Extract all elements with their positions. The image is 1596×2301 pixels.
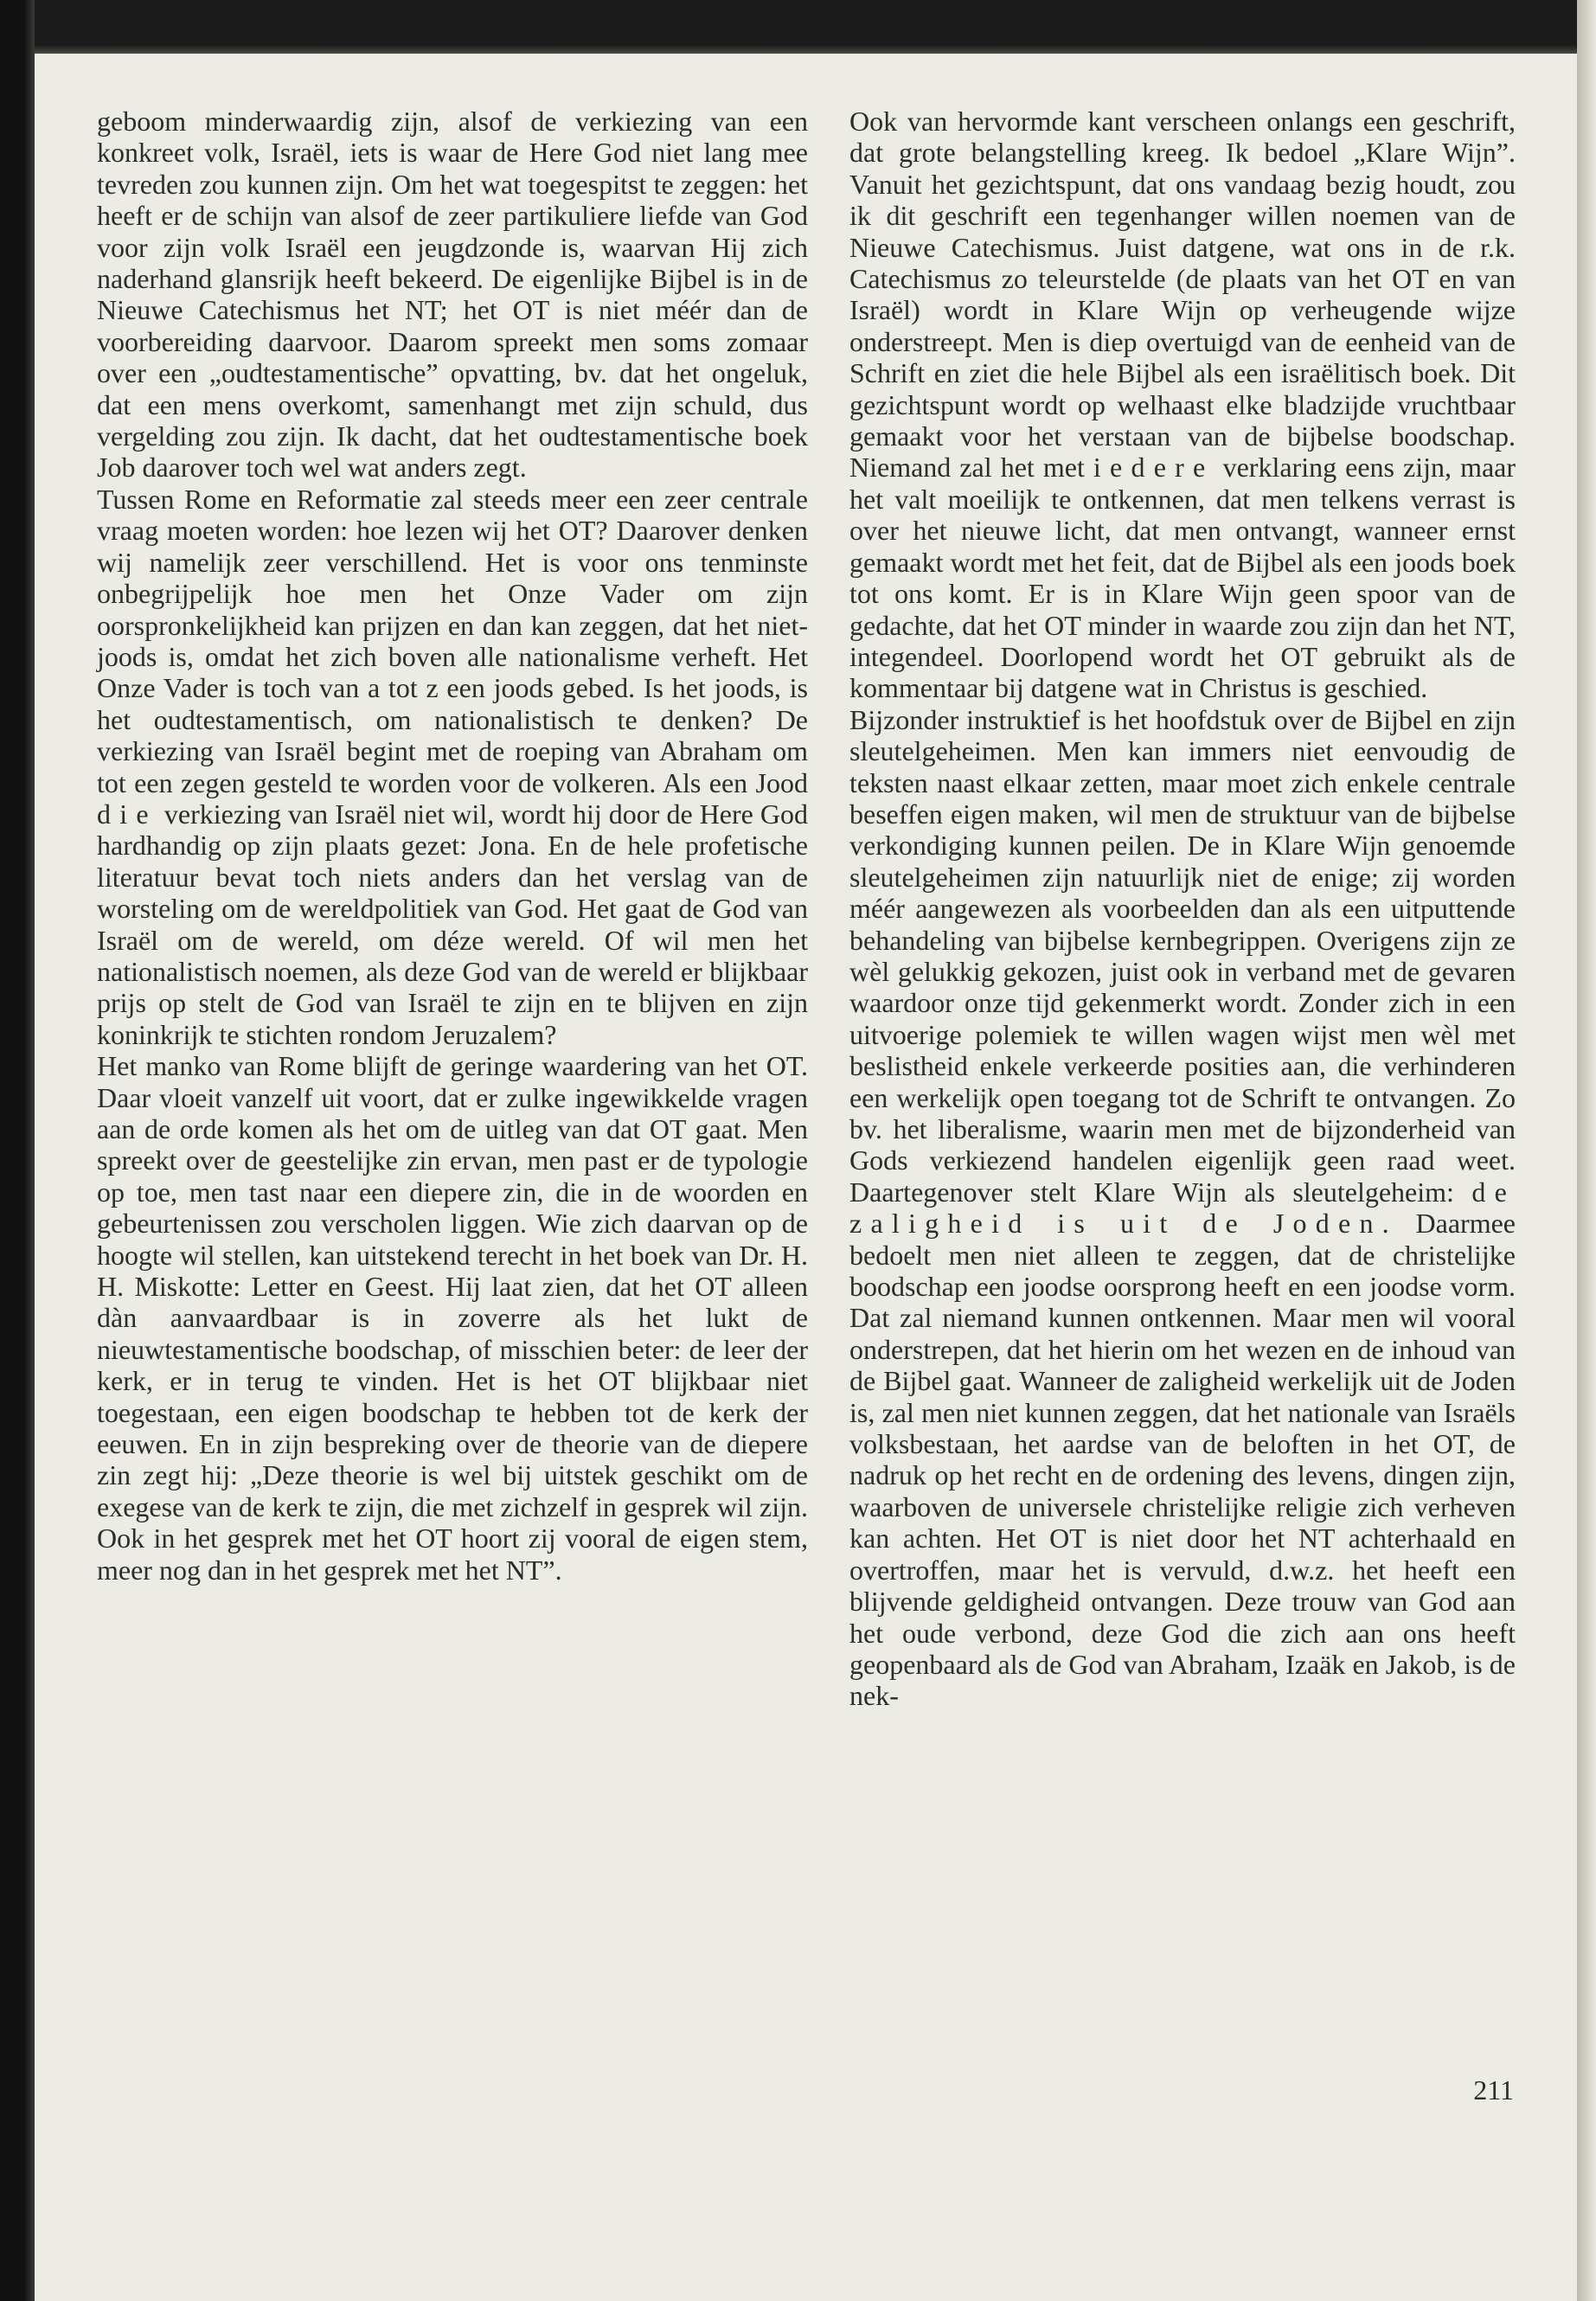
paragraph [849,704,1516,1712]
text-run: Het manko van Rome blijft de geringe waardering van het OT. Daar vloeit vanzelf uit voort, dat er zulke ingewikkelde vragen aan de orde komen als het om de uitleg van dat OT gaat. Men spreekt over de geestelijke zin ervan, men past er de typologie op toe, men tast naar een diepere zin, die in de woorden en gebeurtenissen zou verscholen liggen. Wie zich daarvan op de hoogte wil stellen, kan uitstekend terecht in het boek van Dr. H. H. Miskotte: Letter en Geest. Hij laat zien, dat het OT alleen dàn aanvaardbaar is in zoverre als het lukt de nieuwtestamentische boodschap, of misschien beter: de leer der kerk, er in terug te vinden. Het is het OT blijkbaar niet toegestaan, een eigen boodschap te hebben tot de kerk der eeuwen. En in zijn bespreking over de theorie van de diepere zin zegt hij: „Deze theorie is wel bij uitstek geschikt om de exegese van de kerk te zijn, die met zichzelf in gesprek wil zijn. Ook in het gesprek met het OT hoort zij vooral de eigen stem, meer nog dan in het gesprek met het NT”. [97,1050,808,1586]
text-run: Daarmee bedoelt men niet alleen te zeggen, dat de christelijke boodschap een joodse oorsprong heeft en een joodse vorm. Dat zal niemand kunnen ontkennen. Maar men wil vooral onderstrepen, dat het hierin om het wezen en de inhoud van de Bijbel gaat. Wanneer de zaligheid werkelijk uit de Joden is, zal men niet kunnen zeggen, dat het nationale van Israëls volksbestaan, het aardse van de beloften in het OT, de nadruk op het recht en de ordening des levens, dingen zijn, waarboven de universele christelijke religie zich verheven kan achten. Het OT is niet door het NT achterhaald en overtroffen, maar het is vervuld, d.w.z. het heeft een blijvende geldigheid ontvangen. Deze trouw van God aan het oude verbond, deze God die zich aan ons heeft geopenbaard als de God van Abraham, Izaäk en Jakob, is de nek- [849,1208,1516,1712]
text-run: geboom minderwaardig zijn, alsof de verkiezing van een konkreet volk, Israël, iets is waar de Here God niet lang mee tevreden zou kunnen zijn. Om het wat toegespitst te zeggen: het heeft er de schijn van alsof de zeer partikuliere liefde van God voor zijn volk Israël een jeugdzonde is, waarvan Hij zich naderhand glansrijk heeft bekeerd. De eigenlijke Bijbel is in de Nieuwe Catechismus het NT; het OT is niet méér dan de voorbereiding daarvoor. Daarom spreekt men soms zomaar over een „oudtestamentische” opvatting, bv. dat het ongeluk, dat een mens overkomt, samenhangt met zijn schuld, dus vergelding zou zijn. Ik dacht, dat het oudtestamentische boek Job daarover toch wel wat anders zegt. [97,106,808,484]
spaced-emphasis: de zaligheid is uit de Joden. [849,1176,1516,1240]
text-run: verkiezing van Israël niet wil, wordt hij door de Here God hardhandig op zijn plaats gezet: Jona. En de hele profetische literatuur bevat toch niets anders dan het verslag van de worsteling om de wereldpolitiek van God. Het gaat de God van Israël om de wereld, om déze wereld. Of wil men het nationalistisch noemen, als deze God van de wereld er blijkbaar prijs op stelt de God van Israël te zijn en te blijven en zijn koninkrijk te stichten rondom Jeruzalem? [97,798,809,1050]
document-page [35,54,1577,2301]
spaced-emphasis: iedere [1093,452,1215,484]
scan-border-right [1577,0,1596,2301]
paragraph [97,484,808,1050]
spaced-emphasis: die [97,798,157,830]
text-run: Ook van hervormde kant verscheen onlangs een geschrift, dat grote belangstelling kreeg. Ik bedoel „Klare Wijn”. Vanuit het gezichtspunt, dat ons vandaag bezig houdt, zou ik dit geschrift een tegenhanger willen noemen van de Nieuwe Catechismus. Juist datgene, wat ons in de r.k. Catechismus zo teleurstelde (de plaats van het OT en van Israël) wordt in Klare Wijn op verheugende wijze onderstreept. Men is diep overtuigd van de eenheid van de Schrift en ziet die hele Bijbel als een israëlitisch boek. Dit gezichtspunt wordt op welhaast elke bladzijde vruchtbaar gemaakt voor het verstaan van de bijbelse boodschap. Niemand zal het met [849,106,1516,484]
paragraph [97,1050,808,1586]
left-column [97,106,808,1586]
text-run: verklaring eens zijn, maar het valt moeilijk te ontkennen, dat men telkens verrast is over het nieuwe licht, dat men ontvangt, wanneer ernst gemaakt wordt met het feit, dat de Bijbel als een joods boek tot ons komt. Er is in Klare Wijn geen spoor van de gedachte, dat het OT minder in waarde zou zijn dan het NT, integendeel. Doorlopend wordt het OT gebruikt als de kommentaar bij datgene wat in Christus is geschied. [849,452,1516,704]
text-run: Tussen Rome en Reformatie zal steeds meer een zeer centrale vraag moeten worden: hoe lezen wij het OT? Daarover denken wij namelijk zeer verschillend. Het is voor ons tenminste onbegrijpelijk hoe men het Onze Vader om zijn oorspronkelijkheid kan prijzen en dan kan zeggen, dat het niet-joods is, omdat het zich boven alle nationalisme verheft. Het Onze Vader is toch van a tot z een joods gebed. Is het joods, is het oudtestamentisch, om nationalistisch te denken? De verkiezing van Israël begint met de roeping van Abraham om tot een zegen gesteld te worden voor de volkeren. Als een Jood [97,483,808,798]
right-column [849,106,1516,1712]
paragraph [849,106,1516,704]
scan-border-top [0,0,1596,54]
text-run: Bijzonder instruktief is het hoofdstuk over de Bijbel en zijn sleutelgeheimen. Men kan immers niet eenvoudig de teksten naast elkaar zetten, maar moet zich enkele centrale beseffen eigen maken, wil men de struktuur van de bijbelse verkondiging kunnen peilen. De in Klare Wijn genoemde sleutelgeheimen zijn natuurlijk niet de enige; zij worden méér aangewezen als voorbeelden dan als een uitputtende behandeling van bijbelse kernbegrippen. Overigens zijn ze wèl gelukkig gekozen, juist ook in verband met de gevaren waardoor onze tijd gekenmerkt wordt. Zonder zich in een uitvoerige polemiek te willen wagen wijst men wèl met beslistheid enkele verkeerde posities aan, die verhinderen een werkelijk open toegang tot de Schrift te ontvangen. Zo bv. het liberalisme, waarin men met de bijzonderheid van Gods verkiezend handelen eigenlijk geen raad weet. Daartegenover stelt Klare Wijn als sleutelgeheim: [849,703,1516,1208]
scan-border-left [0,0,35,2301]
page-number: 211 [1473,2074,1514,2106]
paragraph [97,106,808,484]
